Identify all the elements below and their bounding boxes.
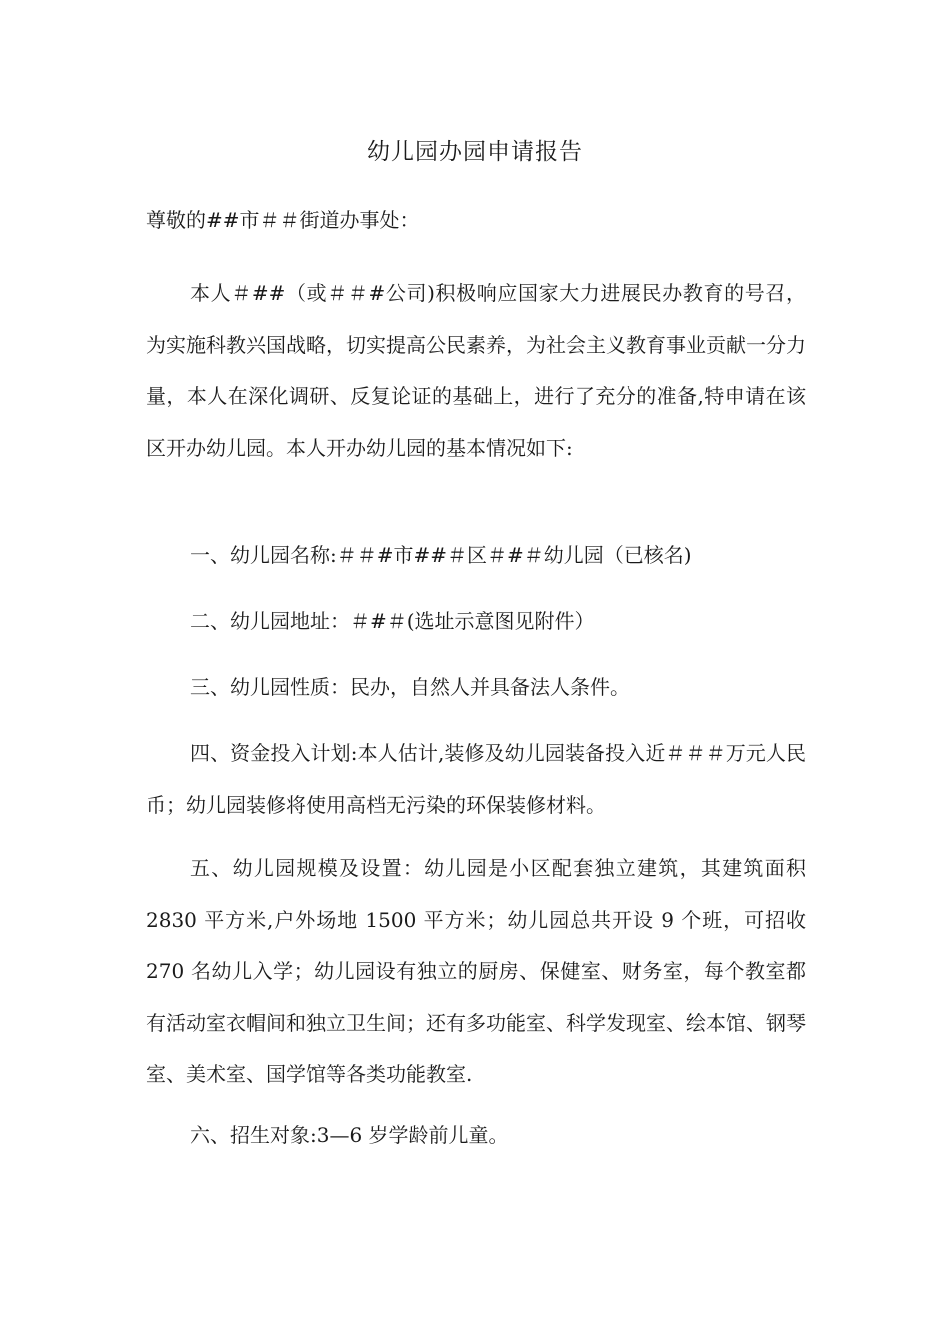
section-scale-and-facilities: 五、幼儿园规模及设置：幼儿园是小区配套独立建筑，其建筑面积 2830 平方米,户外场地 1500 平方米；幼儿园总共开设 9 个班，可招收 270 名幼儿入学；幼儿园设有独立的厨房、保健室、财务室，每个教室都有活动室衣帽间和独立卫生间；还有多功能室、科学发现室、绘本馆、钢琴室、美术室、国学馆等各类功能教室. (146, 856, 806, 1086)
intro-paragraph: 本人＃##（或＃＃#公司)积极响应国家大力进展民办教育的号召，为实施科教兴国战略，切实提高公民素养，为社会主义教育事业贡献一分力量，本人在深化调研、反复论证的基础上，进行了充分的准备,特申请在该区开办幼儿园。本人开办幼儿园的基本情况如下: (146, 281, 806, 460)
salutation: 尊敬的##市＃＃街道办事处： (146, 208, 420, 232)
section-kindergarten-address: 二、幼儿园地址：＃#＃(选址示意图见附件） (190, 609, 595, 633)
document-title: 幼儿园办园申请报告 (367, 139, 583, 165)
section-funding-plan: 四、资金投入计划:本人估计,装修及幼儿园装备投入近＃＃＃万元人民币；幼儿园装修将使用高档无污染的环保装修材料。 (146, 741, 806, 817)
section-kindergarten-name: 一、幼儿园名称:＃＃#市##＃区＃#＃幼儿园（已核名) (190, 543, 692, 567)
section-kindergarten-nature: 三、幼儿园性质：民办，自然人并具备法人条件。 (190, 675, 630, 699)
section-enrollment-target: 六、招生对象:3—6 岁学龄前儿童。 (190, 1123, 509, 1147)
